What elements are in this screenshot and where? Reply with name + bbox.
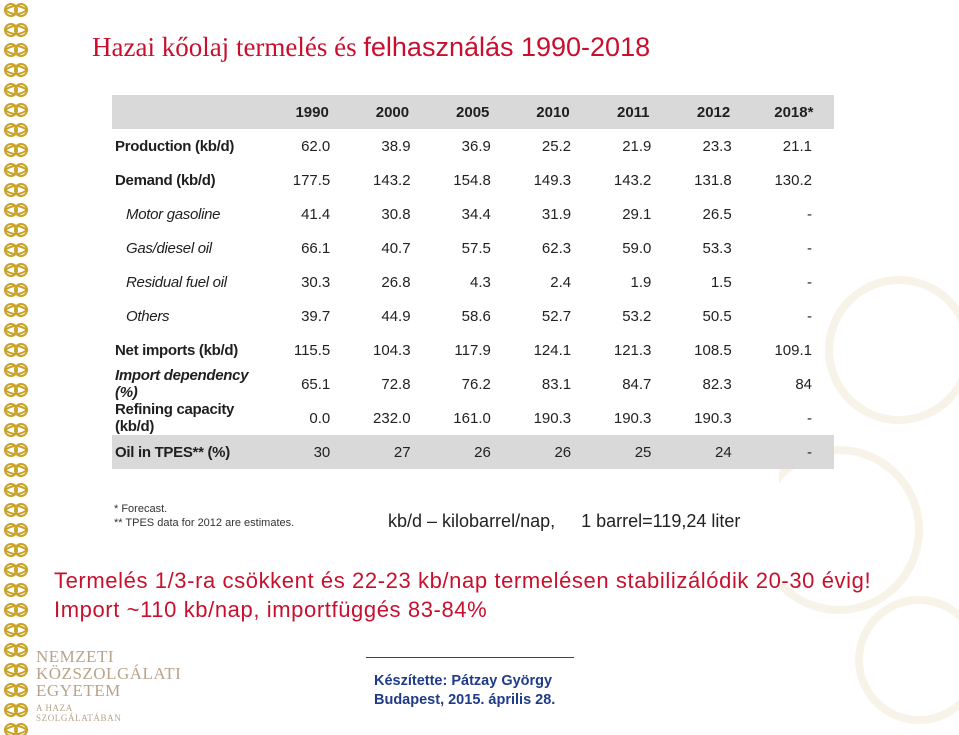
row-label: Gas/diesel oil xyxy=(126,239,212,257)
ornamental-border xyxy=(0,0,34,735)
table-cell: 25 xyxy=(593,435,673,469)
table-cell: 109.1 xyxy=(774,341,812,359)
ornament-icon xyxy=(2,540,30,560)
table-cell: 72.8 xyxy=(381,375,411,393)
ornament-icon xyxy=(2,0,30,20)
table-cell: 62.3 xyxy=(541,239,572,257)
table-row xyxy=(112,367,834,401)
year-header: 1990 xyxy=(272,95,352,129)
table-cell: 30.3 xyxy=(301,273,331,291)
table-cell: 190.3 xyxy=(613,409,652,427)
table-cell: - xyxy=(807,307,812,325)
ornament-icon xyxy=(2,400,30,420)
table-row xyxy=(112,401,834,435)
table-cell: 104.3 xyxy=(373,341,411,359)
table-cell: 34.4 xyxy=(461,205,491,223)
table-row xyxy=(112,265,834,299)
row-label: Oil in TPES** (%) xyxy=(112,435,272,469)
table-cell: 30 xyxy=(272,435,352,469)
table-header-row xyxy=(112,95,834,129)
table-cell: 117.9 xyxy=(454,341,491,359)
table-cell: 36.9 xyxy=(461,137,491,155)
ornament-icon xyxy=(2,480,30,500)
table-cell: 143.2 xyxy=(373,171,411,189)
logo-tagline: A HAZA SZOLGÁLATÁBAN xyxy=(36,703,122,723)
credit-author: Készítette: Pátzay György xyxy=(374,673,553,689)
row-label: Others xyxy=(126,307,170,325)
table-cell: - xyxy=(754,435,834,469)
unit-barrel: 1 barrel=119,24 liter xyxy=(581,511,741,531)
table-cell: - xyxy=(807,273,812,291)
table-cell: 25.2 xyxy=(541,137,572,155)
table-cell: 21.1 xyxy=(782,137,812,155)
row-label: Refining capacity (kb/d) xyxy=(115,401,235,435)
unit-definitions xyxy=(388,511,740,532)
year-header: 2000 xyxy=(352,95,432,129)
table-cell: 84.7 xyxy=(622,375,652,393)
year-header: 2018* xyxy=(754,95,834,129)
row-label: Production (kb/d) xyxy=(115,137,235,155)
ornament-icon xyxy=(2,260,30,280)
table-cell: - xyxy=(807,409,812,427)
ornament-icon xyxy=(2,160,30,180)
table-cell: 154.8 xyxy=(453,171,491,189)
table-cell: 108.5 xyxy=(694,341,732,359)
title-part-1: Hazai kőolaj termelés és xyxy=(92,32,364,62)
summary-text: Termelés 1/3-ra csökkent és 22-23 kb/nap termelésen stabilizálódik 20-30 évig! Import ~110 kb/nap, importfüggés 83-84% xyxy=(54,568,872,622)
table-cell: 76.2 xyxy=(461,375,491,393)
table-cell: 143.2 xyxy=(613,171,652,189)
ornament-icon xyxy=(2,180,30,200)
logo-line-2: KÖZSZOLGÁLATI xyxy=(36,664,182,683)
ornament-icon xyxy=(2,440,30,460)
table-cell: 84 xyxy=(795,375,812,393)
table-cell: 44.9 xyxy=(381,307,411,325)
table-cell: 26.8 xyxy=(381,273,411,291)
table-cell: 115.5 xyxy=(293,341,331,359)
table-cell: 24 xyxy=(673,435,753,469)
ornament-icon xyxy=(2,300,30,320)
ornament-icon xyxy=(2,340,30,360)
table-row xyxy=(112,163,834,197)
table-notes xyxy=(114,502,294,530)
table-cell: 23.3 xyxy=(702,137,732,155)
table-cell: 26 xyxy=(433,435,513,469)
table-body xyxy=(112,129,834,469)
year-header: 2005 xyxy=(433,95,513,129)
table-cell: 4.3 xyxy=(469,273,491,291)
ornament-icon xyxy=(2,600,30,620)
ornament-icon xyxy=(2,20,30,40)
author-credit xyxy=(374,672,555,710)
credit-date: Budapest, 2015. április 28. xyxy=(374,692,556,708)
year-header: 2012 xyxy=(673,95,753,129)
row-label: Demand (kb/d) xyxy=(115,171,216,189)
table-cell: - xyxy=(807,205,812,223)
table-cell: 52.7 xyxy=(541,307,572,325)
table-cell: 53.3 xyxy=(702,239,732,257)
ornament-icon xyxy=(2,660,30,680)
title-part-2: felhasználás 1990-2018 xyxy=(363,32,651,62)
table-cell: 27 xyxy=(352,435,432,469)
table-cell: 59.0 xyxy=(622,239,652,257)
ornament-icon xyxy=(2,700,30,720)
ornament-icon xyxy=(2,500,30,520)
table-cell: 30.8 xyxy=(381,205,411,223)
table-cell: 124.1 xyxy=(533,341,572,359)
row-label: Motor gasoline xyxy=(126,205,221,223)
ornament-icon xyxy=(2,380,30,400)
table-row xyxy=(112,231,834,265)
table-cell: 190.3 xyxy=(694,409,732,427)
table-cell: 177.5 xyxy=(292,171,331,189)
table-cell: 83.1 xyxy=(541,375,572,393)
table-cell: - xyxy=(807,239,812,257)
table-cell: 149.3 xyxy=(533,171,572,189)
ornament-icon xyxy=(2,220,30,240)
ornament-icon xyxy=(2,40,30,60)
table-cell: 121.3 xyxy=(613,341,652,359)
row-label: Residual fuel oil xyxy=(126,273,227,291)
ornament-icon xyxy=(2,320,30,340)
table-cell: 190.3 xyxy=(533,409,572,427)
header-corner xyxy=(112,95,272,129)
table-cell: 131.8 xyxy=(694,171,732,189)
table-cell: 66.1 xyxy=(301,239,331,257)
unit-kbd: kb/d – kilobarrel/nap, xyxy=(388,511,556,531)
table-row xyxy=(112,129,834,163)
table-cell: 62.0 xyxy=(301,137,331,155)
table-row xyxy=(112,197,834,231)
table-cell: 26 xyxy=(513,435,593,469)
ornament-icon xyxy=(2,520,30,540)
year-header: 2011 xyxy=(593,95,673,129)
slide-title xyxy=(92,32,650,63)
table-cell: 161.0 xyxy=(453,409,491,427)
table-cell: 38.9 xyxy=(381,137,411,155)
ornament-icon xyxy=(2,60,30,80)
credit-divider xyxy=(366,657,574,658)
table-cell: 31.9 xyxy=(541,205,572,223)
ornament-icon xyxy=(2,720,30,735)
table-cell: 0.0 xyxy=(309,409,331,427)
table-cell: 2.4 xyxy=(550,273,572,291)
table-cell: 39.7 xyxy=(301,307,331,325)
ornament-icon xyxy=(2,360,30,380)
ornament-icon xyxy=(2,580,30,600)
table-row xyxy=(112,435,834,469)
table-cell: 65.1 xyxy=(301,375,331,393)
ornament-icon xyxy=(2,80,30,100)
note-forecast: * Forecast. xyxy=(114,503,168,515)
table-cell: 232.0 xyxy=(373,409,411,427)
table-cell: 41.4 xyxy=(301,205,331,223)
logo-line-3: EGYETEM xyxy=(36,681,121,700)
note-tpes: ** TPES data for 2012 are estimates. xyxy=(114,517,295,529)
ornament-icon xyxy=(2,460,30,480)
table-cell: 26.5 xyxy=(702,205,732,223)
ornament-icon xyxy=(2,120,30,140)
ornament-icon xyxy=(2,420,30,440)
row-label: Net imports (kb/d) xyxy=(115,341,238,359)
ornament-icon xyxy=(2,640,30,660)
ornament-icon xyxy=(2,620,30,640)
oil-balance-table xyxy=(112,95,834,469)
table-cell: 82.3 xyxy=(702,375,732,393)
ornament-icon xyxy=(2,280,30,300)
ornament-icon xyxy=(2,100,30,120)
university-logo xyxy=(36,647,182,723)
table-cell: 57.5 xyxy=(461,239,491,257)
row-label: Import dependency (%) xyxy=(115,367,249,401)
ornament-icon xyxy=(2,680,30,700)
year-header: 2010 xyxy=(513,95,593,129)
table-row xyxy=(112,299,834,333)
table-cell: 50.5 xyxy=(702,307,732,325)
table-cell: 21.9 xyxy=(622,137,652,155)
ornament-icon xyxy=(2,240,30,260)
table-cell: 29.1 xyxy=(622,205,652,223)
table-cell: 1.5 xyxy=(710,273,732,291)
table-cell: 130.2 xyxy=(774,171,812,189)
table-cell: 53.2 xyxy=(622,307,652,325)
table-cell: 58.6 xyxy=(461,307,491,325)
logo-line-1: NEMZETI xyxy=(36,647,115,666)
table-cell: 40.7 xyxy=(381,239,411,257)
ornament-icon xyxy=(2,140,30,160)
ornament-icon xyxy=(2,560,30,580)
table-row xyxy=(112,333,834,367)
ornament-icon xyxy=(2,200,30,220)
table-cell: 1.9 xyxy=(630,273,652,291)
